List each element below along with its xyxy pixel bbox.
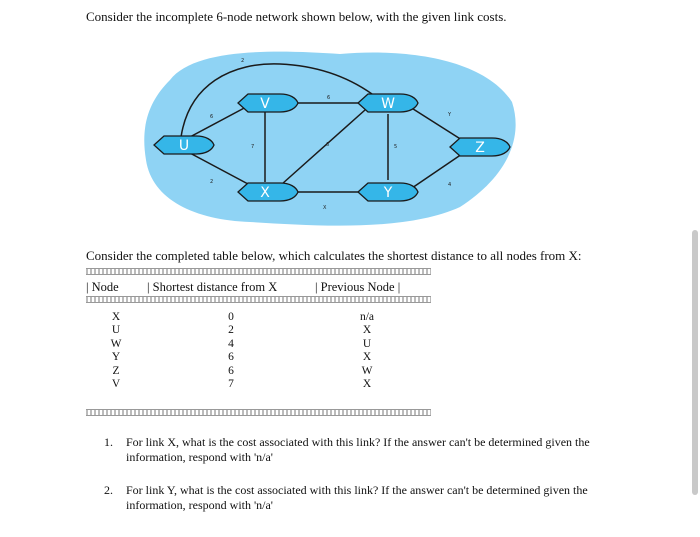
node-u bbox=[154, 136, 214, 154]
cost-v-w: 6 bbox=[327, 95, 331, 101]
cell-previous: X bbox=[362, 351, 372, 364]
cell-distance: 2 bbox=[228, 324, 234, 337]
cost-v-x: 7 bbox=[251, 144, 255, 150]
node-z-label: Z bbox=[475, 140, 485, 156]
header-distance: | Shortest distance from X bbox=[147, 280, 278, 294]
question-list bbox=[104, 435, 624, 531]
question-1-text: For link X, what is the cost associated with this link? If the answer can't be determined given the information, respond with 'n/a' bbox=[126, 435, 590, 464]
cell-distance: 7 bbox=[228, 377, 234, 390]
column-node bbox=[106, 311, 126, 391]
question-1-number: 1. bbox=[104, 435, 113, 449]
network-diagram bbox=[140, 42, 520, 232]
cell-previous: W bbox=[361, 364, 373, 377]
cell-node: V bbox=[111, 377, 121, 390]
node-z bbox=[450, 138, 510, 156]
node-y-label: Y bbox=[383, 185, 393, 201]
cell-distance: 6 bbox=[228, 351, 234, 364]
cell-distance: 4 bbox=[228, 337, 234, 350]
cell-previous: n/a bbox=[359, 311, 375, 323]
node-x bbox=[238, 183, 298, 201]
header-previous: | Previous Node | bbox=[315, 280, 401, 294]
cell-node: X bbox=[111, 311, 121, 323]
table-rule-bottom bbox=[86, 409, 431, 416]
question-1 bbox=[104, 435, 624, 465]
cell-node: Z bbox=[112, 364, 120, 377]
cell-distance: 0 bbox=[228, 311, 234, 323]
question-2 bbox=[104, 483, 624, 513]
column-distance bbox=[221, 311, 241, 391]
header-node: | Node bbox=[86, 280, 119, 294]
cell-distance: 6 bbox=[228, 364, 234, 377]
cell-node: U bbox=[111, 324, 121, 337]
cost-y-z: 4 bbox=[448, 182, 452, 188]
cost-w-y: 5 bbox=[394, 144, 398, 150]
cost-u-v-arc: 2 bbox=[241, 58, 245, 64]
cell-node: Y bbox=[111, 351, 121, 364]
node-y bbox=[358, 183, 418, 201]
question-2-number: 2. bbox=[104, 483, 113, 497]
node-v bbox=[238, 94, 298, 112]
scrollbar[interactable] bbox=[692, 230, 698, 495]
cell-previous: X bbox=[362, 377, 372, 390]
node-v-label: V bbox=[260, 96, 270, 112]
cost-x-w: 6 bbox=[326, 142, 330, 148]
column-previous bbox=[355, 311, 379, 391]
cell-node: W bbox=[110, 337, 122, 350]
cost-u-x: 2 bbox=[210, 179, 214, 185]
node-x-label: X bbox=[260, 185, 270, 201]
table-rule-header bbox=[86, 296, 431, 303]
cell-previous: U bbox=[362, 337, 372, 350]
cost-x-y: X bbox=[323, 205, 327, 211]
node-u-label: U bbox=[178, 138, 190, 154]
node-w-label: W bbox=[381, 96, 395, 112]
cost-u-v: 6 bbox=[210, 114, 214, 120]
cost-w-z: Y bbox=[448, 112, 452, 118]
question-2-text: For link Y, what is the cost associated with this link? If the answer can't be determined given the information, respond with 'n/a' bbox=[126, 483, 588, 512]
table-rule-top bbox=[86, 268, 431, 275]
node-w bbox=[358, 94, 418, 112]
intro-text: Consider the incomplete 6-node network shown below, with the given link costs. bbox=[86, 9, 507, 24]
cell-previous: X bbox=[362, 324, 372, 337]
table-caption: Consider the completed table below, which calculates the shortest distance to all nodes from X: bbox=[86, 248, 582, 263]
